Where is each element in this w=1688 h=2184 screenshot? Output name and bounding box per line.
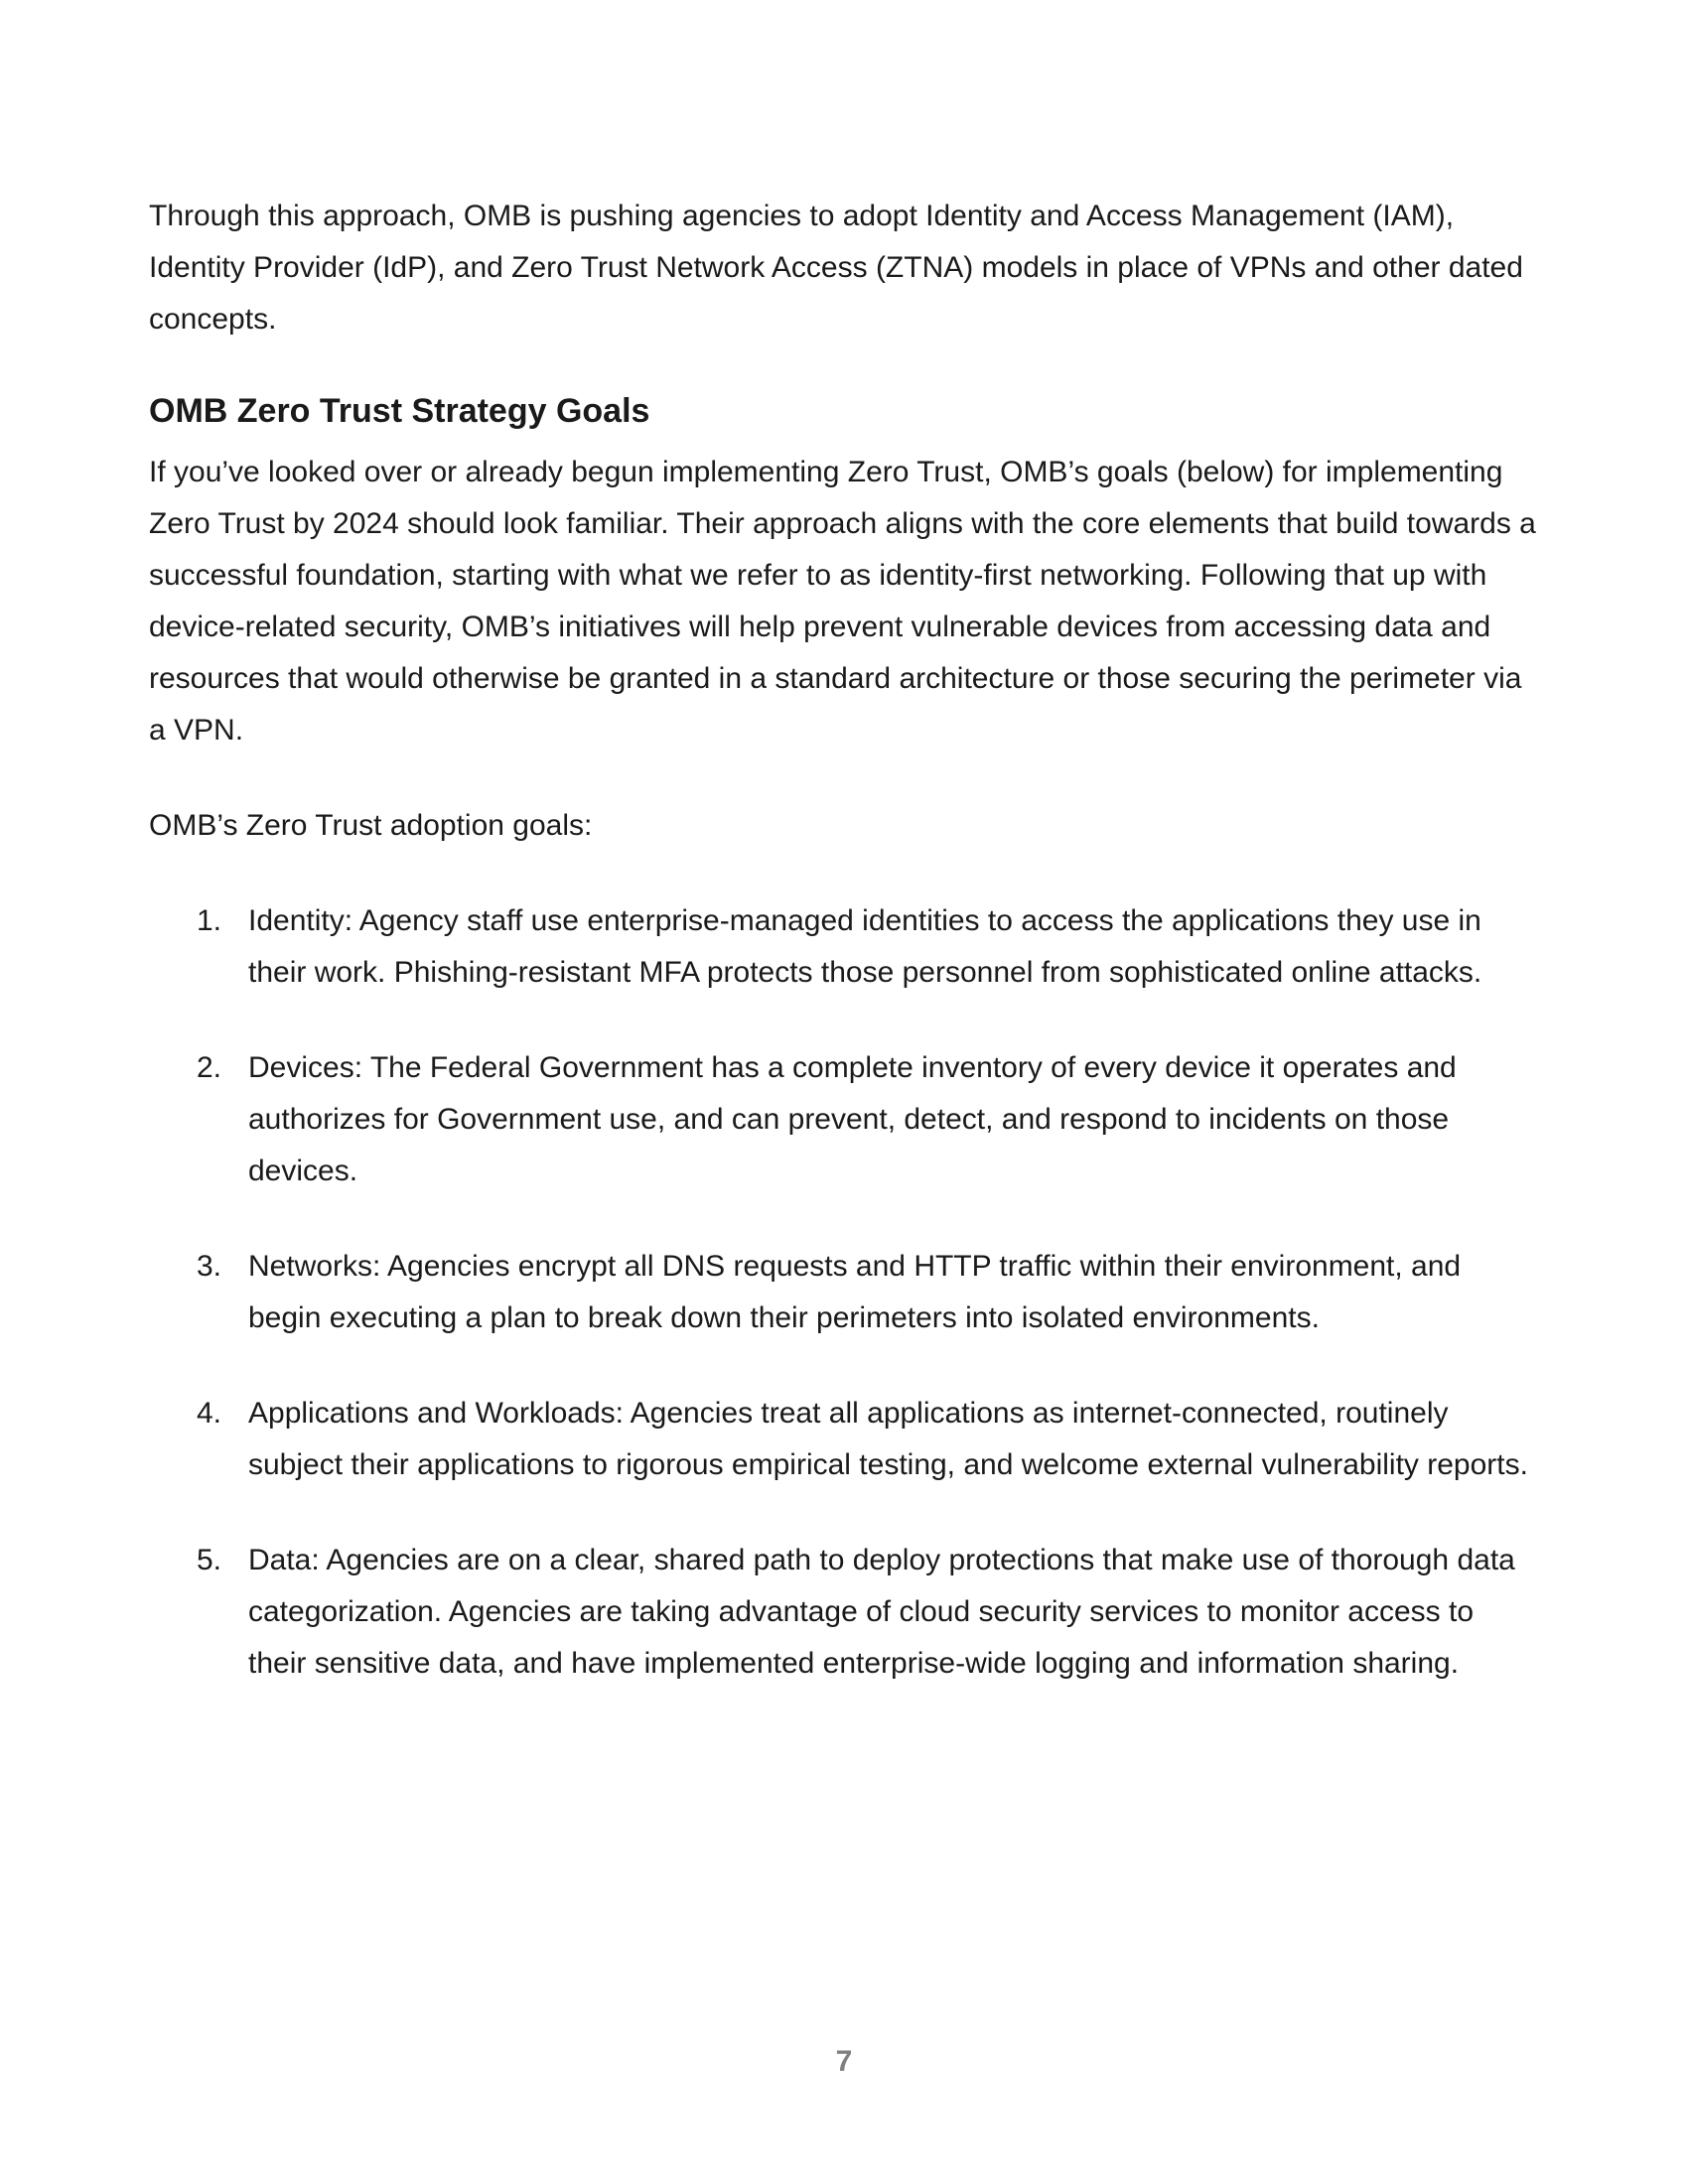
list-item-number: 5. bbox=[197, 1544, 222, 1576]
list-item-number: 1. bbox=[197, 904, 222, 937]
list-item-text: Devices: The Federal Government has a complete inventory of every device it operates and authorizes for Government use, and can prevent, detect, and respond to incidents on those devices. bbox=[248, 1051, 1457, 1187]
section-heading: OMB Zero Trust Strategy Goals bbox=[149, 392, 650, 430]
list-item-number: 2. bbox=[197, 1051, 222, 1084]
list-item-text: Networks: Agencies encrypt all DNS requests and HTTP traffic within their environment, and begin executing a plan to break down their perimeters into isolated environments. bbox=[248, 1250, 1462, 1334]
list-item-number: 4. bbox=[197, 1397, 222, 1430]
list-item bbox=[149, 1241, 1539, 1344]
section-paragraph: If you’ve looked over or already begun implementing Zero Trust, OMB’s goals (below) for implementing Zero Trust by 2024 should look familiar. Their approach aligns with the core elements that build towards a successful foundation, starting with what we refer to as identity-first networking. Following that up with device-related security, OMB’s initiatives will help prevent vulnerable devices from accessing data and resources that would otherwise be granted in a standard architecture or those securing the perimeter via a VPN. bbox=[149, 456, 1536, 747]
list-item bbox=[149, 1388, 1539, 1491]
list-item bbox=[149, 895, 1539, 999]
list-item-text: Applications and Workloads: Agencies treat all applications as internet-connected, routinely subject their applications to rigorous empirical testing, and welcome external vulnerability reports. bbox=[248, 1397, 1528, 1481]
list-item bbox=[149, 1042, 1539, 1197]
list-item-number: 3. bbox=[197, 1250, 222, 1283]
document-page bbox=[149, 191, 1539, 1733]
list-item-text: Data: Agencies are on a clear, shared path to deploy protections that make use of thorough data categorization. Agencies are taking advantage of cloud security services to monitor access to their sensitive data, and have implemented enterprise-wide logging and information sharing. bbox=[248, 1544, 1515, 1680]
list-item-text: Identity: Agency staff use enterprise-managed identities to access the applications they use in their work. Phishing-resistant MFA protects those personnel from sophisticated online attacks. bbox=[248, 904, 1482, 989]
goals-intro: OMB’s Zero Trust adoption goals: bbox=[149, 809, 593, 842]
list-item bbox=[149, 1535, 1539, 1690]
intro-paragraph: Through this approach, OMB is pushing agencies to adopt Identity and Access Management (IAM), Identity Provider (IdP), and Zero Trust Network Access (ZTNA) models in place of VPNs and other dated concepts. bbox=[149, 200, 1523, 336]
page-number: 7 bbox=[835, 2045, 853, 2078]
goals-list bbox=[149, 895, 1539, 1690]
